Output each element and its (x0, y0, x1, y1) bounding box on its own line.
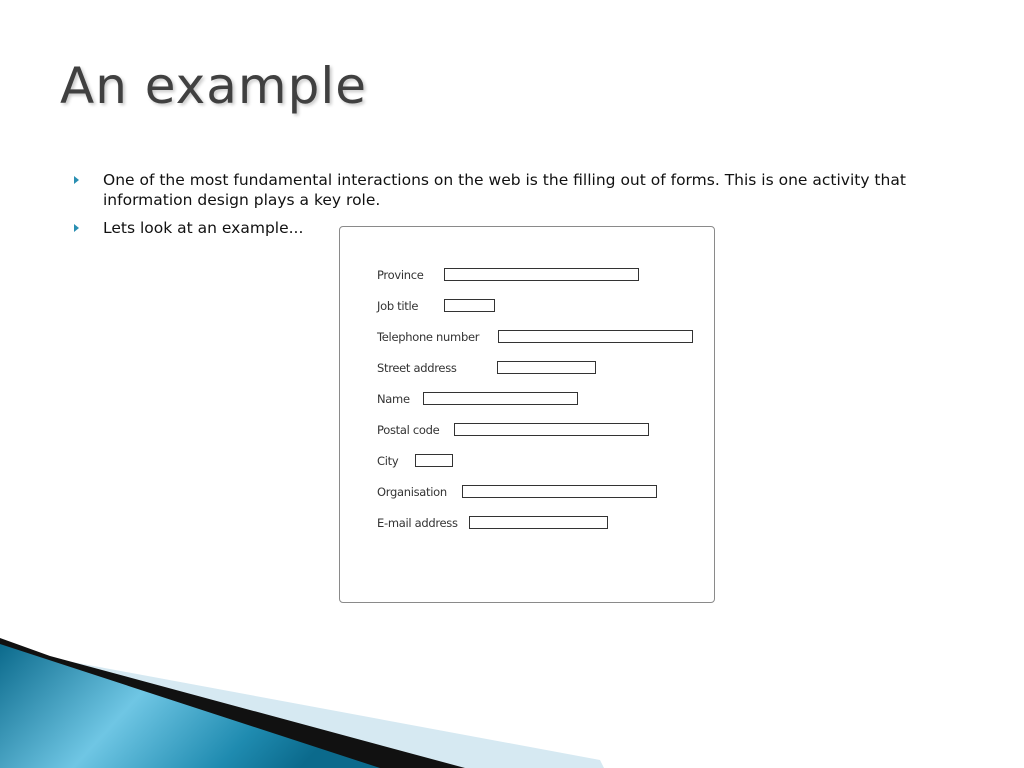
form-label: Telephone number (377, 330, 480, 344)
province-field (444, 268, 639, 281)
triangle-bullet-icon (74, 176, 79, 184)
postal-code-field (454, 423, 649, 436)
bullet-item (72, 170, 972, 210)
email-field (469, 516, 608, 529)
slide-title: An example (60, 57, 367, 115)
form-label: City (377, 454, 399, 468)
street-address-field (497, 361, 596, 374)
triangle-bullet-icon (74, 224, 79, 232)
bullet-text: Lets look at an example... (103, 219, 304, 237)
form-label: E-mail address (377, 516, 458, 530)
city-field (415, 454, 453, 467)
form-label: Postal code (377, 423, 440, 437)
form-label: Province (377, 268, 424, 282)
decorative-swoosh (0, 638, 1024, 768)
form-label: Street address (377, 361, 457, 375)
form-label: Organisation (377, 485, 447, 499)
form-label: Job title (377, 299, 419, 313)
organisation-field (462, 485, 657, 498)
telephone-field (498, 330, 693, 343)
form-label: Name (377, 392, 410, 406)
bullet-text: One of the most fundamental interactions on the web is the filling out of forms. This is one activity that information design plays a key role. (103, 171, 906, 209)
name-field (423, 392, 578, 405)
job-title-field (444, 299, 495, 312)
form-mockup-image (339, 226, 715, 603)
